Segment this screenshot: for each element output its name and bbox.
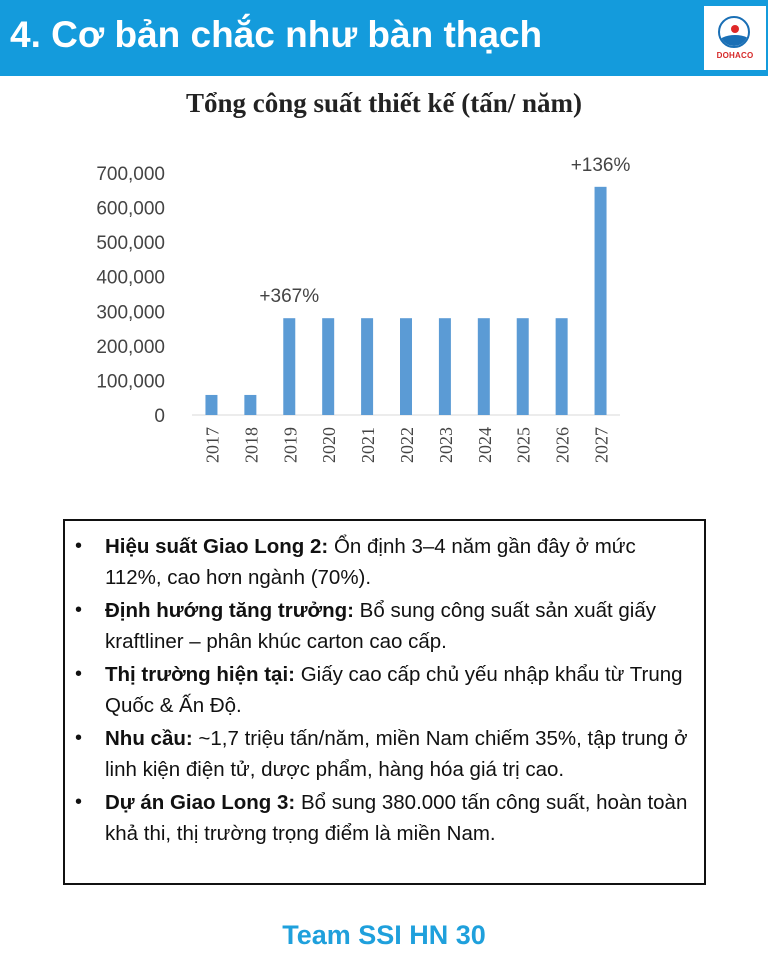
y-tick-label: 400,000 <box>96 267 165 289</box>
x-tick-label: 2024 <box>474 427 495 463</box>
company-logo <box>704 6 766 70</box>
x-tick-label: 2021 <box>358 427 379 463</box>
chart-title: Tổng công suất thiết kế (tấn/ năm) <box>185 88 583 118</box>
y-tick-label: 500,000 <box>96 233 165 255</box>
bullet-item <box>105 787 696 849</box>
x-tick-label: 2020 <box>319 427 340 463</box>
bullet-text: ~1,7 triệu tấn/năm, miền Nam chiếm 35%, tập trung ở linh kiện điện tử, dược phẩm, hàng hóa giá trị cao. <box>105 727 688 781</box>
x-tick-label: 2022 <box>397 427 417 463</box>
bar-2021 <box>361 318 373 415</box>
bullet-item <box>105 723 696 785</box>
x-tick-label: 2025 <box>513 427 534 463</box>
capacity-bar-chart <box>60 140 660 490</box>
bullet-label: Dự án Giao Long 3: <box>105 791 296 814</box>
bar-2020 <box>322 318 334 415</box>
bar-2026 <box>556 318 568 415</box>
growth-annotation: +367% <box>259 286 320 308</box>
bullet-label: Hiệu suất Giao Long 2: <box>105 535 329 558</box>
bar-2023 <box>439 318 451 415</box>
growth-annotation: +136% <box>570 154 631 176</box>
bullet-label: Định hướng tăng trưởng: <box>105 599 354 622</box>
logo-text: DOHACO <box>716 51 754 60</box>
footer-team-name: Team SSI HN 30 <box>282 920 486 950</box>
bullet-text: Ổn định 3–4 năm gần đây ở mức 112%, cao hơn ngành (70%). <box>105 535 636 589</box>
header-bar <box>0 0 768 76</box>
logo-emblem-icon <box>718 16 750 48</box>
bar-2019 <box>283 318 295 415</box>
bullet-text: Bổ sung công suất sản xuất giấy kraftliner – phân khúc carton cao cấp. <box>105 599 656 653</box>
bullet-item <box>105 659 696 721</box>
bar-2027 <box>595 187 607 415</box>
bar-2018 <box>244 395 256 415</box>
bullet-label: Nhu cầu: <box>105 727 193 750</box>
bar-2024 <box>478 318 490 415</box>
x-tick-label: 2018 <box>241 427 262 463</box>
bar-2022 <box>400 318 412 415</box>
y-tick-label: 700,000 <box>96 164 165 185</box>
x-tick-label: 2026 <box>552 427 573 463</box>
x-tick-label: 2017 <box>202 427 223 463</box>
bullet-label: Thị trường hiện tại: <box>105 663 295 686</box>
page-title: 4. Cơ bản chắc như bàn thạch <box>10 14 543 55</box>
y-tick-label: 300,000 <box>96 302 165 324</box>
bar-2025 <box>517 318 529 415</box>
bar-2017 <box>205 395 217 415</box>
y-tick-label: 0 <box>154 406 165 427</box>
y-tick-label: 200,000 <box>96 336 165 358</box>
y-tick-label: 600,000 <box>96 198 165 220</box>
bullet-text: Giấy cao cấp chủ yếu nhập khẩu từ Trung Quốc & Ấn Độ. <box>105 663 683 717</box>
bullet-item <box>105 595 696 657</box>
y-tick-label: 100,000 <box>96 371 165 393</box>
info-box <box>63 519 706 885</box>
x-tick-label: 2023 <box>435 427 456 463</box>
x-tick-label: 2019 <box>280 427 301 463</box>
x-tick-label: 2027 <box>591 427 612 463</box>
bullet-text: Bổ sung 380.000 tấn công suất, hoàn toàn khả thi, thị trường trọng điểm là miền Nam. <box>105 791 688 845</box>
bullet-list <box>65 521 704 849</box>
bullet-item <box>105 531 696 593</box>
